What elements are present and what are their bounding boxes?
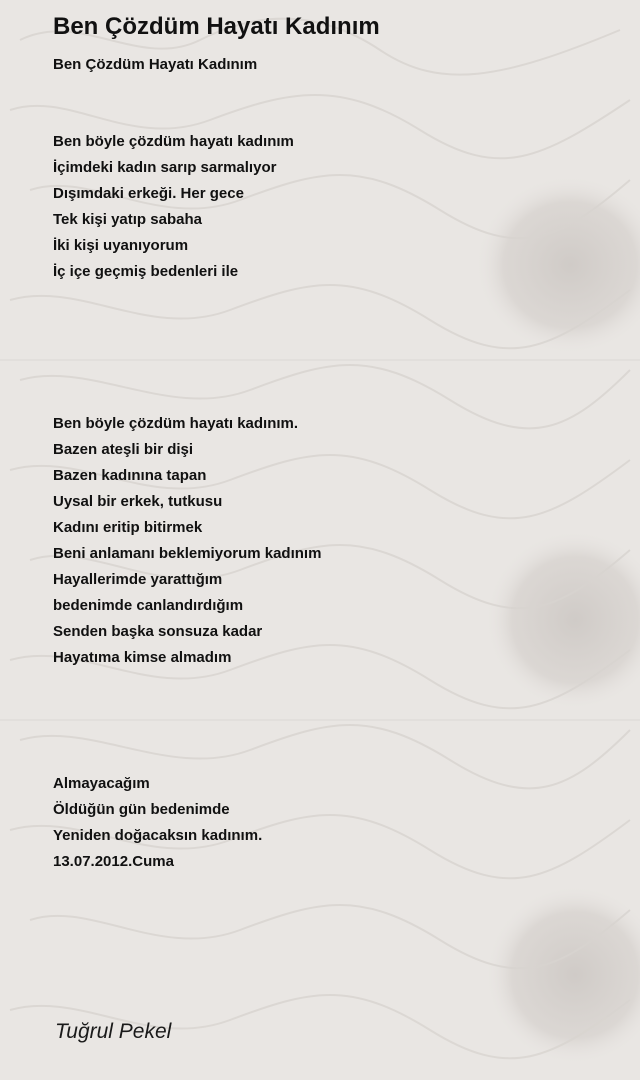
poem-line: Beni anlamanı beklemiyorum kadınım [53,545,322,562]
poem-line: Ben böyle çözdüm hayatı kadınım. [53,415,299,432]
poem-line: İçimdeki kadın sarıp sarmalıyor [53,159,277,176]
author-name: Tuğrul Pekel [55,1020,172,1043]
poem-line: Almayacağım [53,775,150,792]
poem-line: Hayallerimde yarattığım [53,571,223,588]
poem-line: Kadını eritip bitirmek [53,519,203,536]
poem-line: Ben böyle çözdüm hayatı kadınım [53,133,294,150]
poem-line: Uysal bir erkek, tutkusu [53,493,223,510]
poem-date: 13.07.2012.Cuma [53,853,174,870]
poem-line: İç içe geçmiş bedenleri ile [53,263,239,280]
poem-line: bedenimde canlandırdığım [53,597,244,614]
poem-line: Hayatıma kimse almadım [53,649,232,666]
poem-line: Senden başka sonsuza kadar [53,623,263,640]
poem-subtitle: Ben Çözdüm Hayatı Kadınım [53,56,258,73]
poem-line: Yeniden doğacaksın kadınım. [53,827,263,844]
stanza-3 [53,771,262,875]
page-title: Ben Çözdüm Hayatı Kadınım [53,13,380,40]
poem-line: Bazen ateşli bir dişi [53,441,194,458]
stanza-2 [53,411,321,671]
poem-line: İki kişi uyanıyorum [53,237,189,254]
stanza-1 [53,129,294,285]
poem-line: Tek kişi yatıp sabaha [53,211,202,228]
poem-line: Bazen kadınına tapan [53,467,207,484]
poem-line: Dışımdaki erkeği. Her gece [53,185,244,202]
poem-line: Öldüğün gün bedenimde [53,801,230,818]
